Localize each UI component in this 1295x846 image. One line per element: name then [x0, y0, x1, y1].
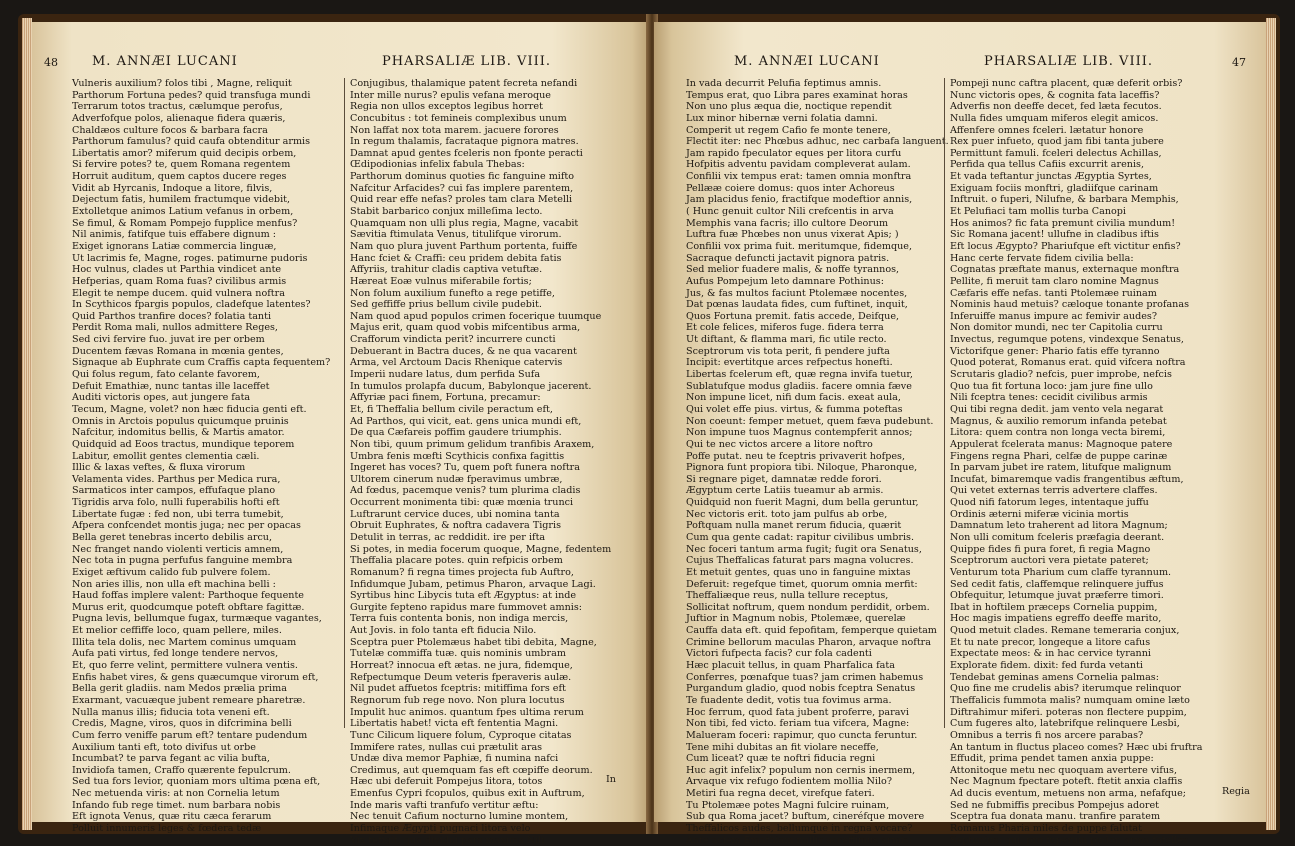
verse-line: Appulerat fcelerata manus: Magnoque patere	[950, 438, 1173, 450]
verse-line: Non impune tuos Magnus contempferit annos;	[686, 427, 913, 439]
verse-line: Hanc certe fervate fidem civilia bella:	[950, 252, 1134, 264]
verse-line: Crafforum vindicta perit? incurrere cuncti	[350, 334, 556, 346]
verse-line: Sed geffiffe prius bellum civile pudebit.	[350, 299, 542, 311]
verse-line: Non tibi, fed victo. feriam tua vifcera, Magne:	[686, 718, 910, 730]
verse-line: Qui te nec victos arcere a litore noftro	[686, 438, 873, 450]
verse-line: Nec victoris erit. toto jam pulfus ab orbe,	[686, 508, 888, 520]
verse-line: Pompeji nunc caftra placent, quæ deferit orbis?	[950, 78, 1183, 89]
verse-line: Extolletque animos Latium vefanus in orbem,	[72, 206, 294, 218]
verse-line: Attonitoque metu nec quoquam avertere vifus,	[950, 764, 1178, 776]
verse-line: Flectit iter: nec Phœbus adhuc, nec carbafa languent.	[686, 136, 949, 148]
verse-line: Arvaque vix refugo fodientem mollia Nilo?	[686, 776, 892, 788]
verse-line: Quid Parthos tranfire doces? folatia tanti	[72, 310, 272, 322]
verse-line: Sed tua fors levior, quoniam mors ultima pœna eft,	[72, 776, 321, 788]
verse-line: Ante aciem Emathiam nullis acceffimus armis:	[686, 834, 912, 846]
verse-line: Confilii vox prima fuit. meritumque, fidemque,	[686, 240, 913, 252]
verse-line: Umbra fenis mœfti Scythicis confixa fagittis	[350, 450, 565, 462]
verse-line: Horreat? innocua eft ætas. ne jura, fidemque,	[350, 660, 573, 672]
verse-line: Scrutaris gladio? nefcis, puer improbe, nefcis	[950, 369, 1172, 381]
verse-line: Expectate meos: & in hac cervice tyranni	[950, 648, 1151, 660]
verse-line: Confilii vix tempus erat: tamen omnia monftra	[686, 171, 912, 183]
verse-line: Tu Ptolemæe potes Magni fulcire ruinam,	[686, 799, 890, 811]
right-running-head: M. ANNÆI LUCANI	[734, 54, 880, 69]
verse-line: Metiri fua regna decet, virefque fateri.	[686, 788, 875, 800]
verse-line: Nec foceri tantum arma fugit; fugit ora Senatus,	[686, 543, 922, 555]
verse-line: Imperii nudare latus, dum perfida Sufa	[350, 369, 541, 381]
verse-line: Adverfofque polos, alienaque fidera quæris,	[72, 112, 286, 124]
verse-line: Adverfis non deeffe decet, fed læta fecutos.	[950, 101, 1162, 113]
verse-line: Damnat apud gentes fceleris non fponte peracti	[350, 147, 583, 159]
verse-line: Victori fufpecta facis? cur fola cadenti	[686, 648, 872, 660]
verse-line: Damnatum leto traherent ad litora Magnum;	[950, 520, 1168, 532]
verse-line: Romanum? fi regna times projecta fub Auftro,	[350, 566, 574, 578]
verse-line: Œdipodionias infelix fabula Thebas:	[350, 159, 525, 171]
verse-line: Cum qua gente cadat: rapitur civilibus umbris.	[686, 531, 915, 543]
verse-line: Infando fub rege timet. num barbara nobis	[72, 799, 281, 811]
verse-line: Syrtibus hinc Libycis tuta eft Ægyptus: at inde	[350, 590, 577, 602]
right-catchword: Regia	[1222, 786, 1250, 797]
verse-line: Cum ferro veniffe parum eft? tentare pudendum	[72, 729, 308, 741]
verse-line: Ad fœdus, pacemque venis? tum plurima cladis	[350, 485, 581, 497]
verse-line: Velamenta vides. Parthus per Medica rura,	[72, 473, 281, 485]
verse-line: Non impune licet, nifi dum facis. exeat aula,	[686, 392, 901, 404]
verse-line: Terrarum totos tractus, cælumque perofus,	[72, 101, 283, 113]
verse-line: Hanc fciet & Craffi: ceu pridem debita fatis	[350, 252, 562, 264]
verse-line: Omnibus a terris fi nos arcere parabas?	[950, 729, 1144, 741]
verse-line: Theffalicis fummota malis? numquam omine læto	[950, 694, 1190, 706]
verse-line: Exiget ignorans Latiæ commercia linguæ,	[72, 240, 277, 252]
verse-line: Dat pœnas laudata fides, cum fuftinet, inquit,	[686, 299, 908, 311]
verse-line: De qua Cæfareis poffim gaudere triumphis.	[350, 427, 562, 439]
verse-line: Libertatis amor? miferum quid decipis orbem,	[72, 147, 297, 159]
left-page-edges	[22, 18, 32, 830]
verse-line: Sub qua Roma jacet? buftum, cineréfque movere	[686, 811, 925, 823]
verse-line: Occurrent monimenta tibi: quæ mœnia trunci	[350, 497, 574, 509]
verse-line: In parvam jubet ire ratem, litufque malignum	[950, 462, 1172, 474]
verse-line: Concubitus : tot femineis complexibus unum	[350, 112, 567, 124]
verse-line: Vix tetigit, qua dividui pars maxima Nili	[350, 834, 545, 846]
verse-line: Jam placidus fenio, fractifque modeftior annis,	[686, 194, 913, 206]
verse-line: Sceptrorum vis tota perit, fi pendere jufta	[686, 345, 890, 357]
verse-line: Et cole felices, miferos fuge. fidera terra	[686, 322, 884, 334]
verse-line: Impulit huc animos. quantum fpes ultima rerum	[350, 706, 584, 718]
verse-line: Omnis in Arctois populus quicumque pruinis	[72, 415, 289, 427]
verse-line: Cum liceat? quæ te noftri fiducia regni	[686, 753, 876, 765]
verse-line: Fingens regna Phari, celfæ de puppe carinæ	[950, 450, 1168, 462]
verse-line: Refpectumque Deum veteris fperaveris aulæ.	[350, 671, 572, 683]
right-page-edges	[1266, 18, 1276, 830]
verse-line: Non folum auxilium funefto a rege petiffe,	[350, 287, 555, 299]
verse-line: Tene mihi dubitas an fit violare neceffe,	[686, 741, 879, 753]
verse-line: Affyriis, trahitur cladis captiva vetuftæ.	[350, 264, 543, 276]
verse-line: Luftrarunt cervice duces, ubi nomina tanta	[350, 508, 560, 520]
verse-line: Et melior ceffiffe loco, quam pellere, miles.	[72, 625, 282, 637]
verse-line: Quamquam non ulli plus regia, Magne, vacabit	[350, 217, 579, 229]
verse-line: Parthorum famulus? quid caufa obtenditur armis	[72, 136, 311, 148]
verse-line: Quidquid non fuerit Magni, dum bella geruntur,	[686, 497, 919, 509]
verse-line: Nafcitur, indomitus bellis, & Martis amator.	[72, 427, 285, 439]
verse-line: Sic Romana jacent! ullufne in cladibus iftis	[950, 229, 1159, 241]
verse-line: Et Pelufiaci tam mollis turba Canopi	[950, 206, 1126, 218]
verse-line: Libertatis habet! victa eft fententia Magni.	[350, 718, 559, 730]
verse-line: Qui volet effe pius. virtus, & fumma poteftas	[686, 403, 903, 415]
verse-line: Ordinis æterni miferæ vicinia mortis	[950, 508, 1129, 520]
verse-line: Theffalicos audes, bellumque in regna vocare?	[686, 823, 913, 834]
verse-line: Nam quod apud populos crimen focerique tuumque	[350, 310, 602, 322]
verse-line: In regum thalamis, facrataque pignora matres.	[350, 136, 579, 148]
verse-line: Non domitor mundi, nec ter Capitolia curru	[950, 322, 1163, 334]
verse-line: Tecum, Magne, volet? non hæc fiducia genti eft.	[72, 403, 307, 415]
right-page-column-2	[950, 78, 1250, 846]
verse-line: Sed ne fubmiffis precibus Pompejus adoret	[950, 799, 1160, 811]
verse-line: Inferuiffe manus impure ac femivir audes?	[950, 310, 1157, 322]
verse-line: Illita tela dolis, nec Martem cominus umquam	[72, 636, 297, 648]
verse-line: Polluit innumeris leges & fœdera tedæ	[72, 823, 262, 834]
verse-line: Cauffa data eft. quid fepofitam, femperque quietam	[686, 625, 937, 637]
verse-line: Quid rear effe nefas? proles tam clara Metelli	[350, 194, 573, 206]
verse-line: Elegit te nempe ducem. quid vulnera noftra	[72, 287, 285, 299]
verse-line: Jus, & fas multos faciunt Ptolemæe nocentes,	[686, 287, 908, 299]
verse-line: Bella geret tenebras incerto debilis arcu,	[72, 531, 273, 543]
verse-line: Nec tenuit Cafium nocturno lumine montem,	[350, 811, 569, 823]
verse-line: Nulla fides umquam miferos elegit amicos.	[950, 112, 1159, 124]
verse-line: Incipit: evertitque arces refpectus honefti.	[686, 357, 893, 369]
verse-line: Quod poterat, Romanus erat. quid vifcera noftra	[950, 357, 1186, 369]
verse-line: In Scythicos fpargis populos, cladefque latentes?	[72, 299, 311, 311]
verse-line: Nil pudet affuetos fceptris: mitiffima fors eft	[350, 683, 566, 695]
verse-line: Pellææ coiere domus: quos inter Achoreus	[686, 182, 895, 194]
verse-line: Non coeunt: femper metuet, quem fæva pudebunt.	[686, 415, 934, 427]
verse-line: Obfequitur, letumque juvat præferre timori.	[950, 590, 1164, 602]
verse-line: Tendebat geminas amens Cornelia palmas:	[950, 671, 1159, 683]
verse-line: Auxilium tanti eft, toto divifus ut orbe	[72, 741, 256, 753]
verse-line: Sublatufque modus gladiis. facere omnia fæve	[686, 380, 912, 392]
verse-line: Crimine bellorum maculas Pharon, arvaque noftra	[686, 636, 931, 648]
verse-line: Regia non ullos exceptos legibus horret	[350, 101, 543, 113]
verse-line: Labitur, emollit gentes clementia cæli.	[72, 450, 260, 462]
verse-line: Obruit Euphrates, & noftra cadavera Tigris	[350, 520, 562, 532]
verse-line: Undæ diva memor Paphiæ, fi numina nafci	[350, 753, 559, 765]
verse-line: Detulit in terras, ac reddidit. ire per ifta	[350, 531, 546, 543]
verse-line: Hæreat Eoæ vulnus miferabile fortis;	[350, 275, 532, 287]
verse-line: Malueram foceri: rapimur, quo cuncta feruntur.	[686, 729, 918, 741]
verse-line: Qui tibi regna dedit. jam vento vela negarat	[950, 403, 1164, 415]
verse-line: Horruit auditum, quem captos ducere reges	[72, 171, 287, 183]
verse-line: Bella gerit gladiis. nam Medos prælia prima	[72, 683, 287, 695]
verse-line: Jam rapido fpeculator eques per litora curfu	[686, 147, 902, 159]
verse-line: Quo fine me crudelis abis? iterumque relinquor	[950, 683, 1181, 695]
verse-line: Se fimul, & Romam Pompejo fupplice menfus?	[72, 217, 298, 229]
verse-line: Conjugibus, thalamique patent fecreta nefandi	[350, 78, 578, 89]
verse-line: An tantum in fluctus placeo comes? Hæc ubi fruftra	[950, 741, 1203, 753]
verse-line: Hos animos? fic fata premunt civilia mundum!	[950, 217, 1176, 229]
verse-line: Si potes, in media focerum quoque, Magne, fedentem	[350, 543, 612, 555]
verse-line: Ut lacrimis fe, Magne, roges. patimurne pudoris	[72, 252, 308, 264]
right-running-head-title: PHARSALIÆ LIB. VIII.	[984, 54, 1153, 69]
verse-line: Ad ducis eventum, metuens non arma, nefafque;	[950, 788, 1186, 800]
verse-line: Effudit, prima pendet tamen anxia puppe:	[950, 753, 1154, 765]
verse-line: Nec Magnum fpectare poteft. ftetit anxia claffis	[950, 776, 1183, 788]
verse-line: Ibat in hoftilem præceps Cornelia puppim,	[950, 601, 1158, 613]
verse-line: Stabit barbarico conjux milleſima lecto.	[350, 206, 543, 218]
verse-line: Parthorum Fortuna pedes? quid transfuga mundi	[72, 89, 311, 101]
verse-line: Haud foffas implere valent: Parthoque fequente	[72, 590, 304, 602]
verse-line: Majus erit, quam quod vobis mifcentibus arma,	[350, 322, 581, 334]
verse-line: Nec tota in pugna perfufus fanguine membra	[72, 555, 293, 567]
left-page-column-1	[72, 78, 372, 835]
verse-line: Ut diftant, & flamma mari, fic utile recto.	[686, 334, 887, 346]
verse-line: Ducentem fævas Romana in mœnia gentes,	[72, 345, 284, 357]
verse-line: Infimaque Ægypti pugnaci litora velo	[350, 823, 531, 834]
verse-line: Litora: quem contra non longa vecta biremi,	[950, 427, 1166, 439]
verse-line: ( Hunc genuit cultor Nili crefcentis in arva	[686, 206, 894, 218]
verse-line: Quidquid ad Eoos tractus, mundique teporem	[72, 438, 295, 450]
verse-line: Aufus Pompejum leto damnare Pothinus:	[686, 275, 884, 287]
verse-line: Nominis haud metuis? cæloque tonante profanas	[950, 299, 1189, 311]
verse-line: Credimus, aut quemquam fas eft cœpiffe deorum.	[350, 764, 593, 776]
verse-line: Aut Jovis. in folo tanta eft fiducia Nilo.	[350, 625, 537, 637]
verse-line: Rex puer infueto, quod jam fibi tanta jubere	[950, 136, 1164, 148]
verse-line: Perfida qua tellus Cafiis excurrit arenis,	[950, 159, 1144, 171]
verse-line: Infidumque Jubam, petimus Pharon, arvaque Lagi.	[350, 578, 596, 590]
verse-line: Parthorum dominus quoties fic fanguine mifto	[350, 171, 575, 183]
verse-line: Cæfaris effe nefas. tanti Ptolemæe ruinam	[950, 287, 1157, 299]
verse-line: Quod nifi fatorum leges, intentaque juffu	[950, 497, 1149, 509]
verse-line: Ad Parthos, qui vicit, eat. gens unica mundi eft,	[350, 415, 582, 427]
verse-line: Ingeret has voces? Tu, quem poft funera noftra	[350, 462, 580, 474]
verse-line: Terra fuis contenta bonis, non indiga mercis,	[350, 613, 569, 625]
verse-line: Hefperias, quam Roma fuas? civilibus armis	[72, 275, 287, 287]
verse-line: Chaldæos culture focos & barbara facra	[72, 124, 268, 136]
verse-line: Illic & laxas veftes, & fluxa virorum	[72, 462, 246, 474]
verse-line: Magnus, & auxilio remorum infanda petebat	[950, 415, 1167, 427]
verse-line: Si fervire potes? te, quem Romana regentem	[72, 159, 291, 171]
verse-line: Qui folus regum, fato celante favorem,	[72, 369, 260, 381]
verse-line: Nil animis, fatifque tuis effabere dignum :	[72, 229, 277, 241]
verse-line: Nunc victoris opes, & cognita fata laceffis?	[950, 89, 1160, 101]
verse-line: Septimius: qui, pro fuperum pudor, arma fatelles	[950, 834, 1188, 846]
verse-line: Incumbat? te parva fegant ac vilia bufta,	[72, 753, 270, 765]
column-rule	[344, 78, 345, 728]
verse-line: Cujus Theffalicas faturat pars magna volucres.	[686, 555, 914, 567]
verse-line: Ultorem cinerum nudæ fperavimus umbræ,	[350, 473, 563, 485]
verse-line: Non ulli comitum fceleris præfagia deerant.	[950, 531, 1165, 543]
verse-line: Aufa pati virtus, fed longe tendere nervos,	[72, 648, 279, 660]
verse-line: Sceptrorum auctori vera pietate pateret;	[950, 555, 1149, 567]
right-page	[654, 22, 1266, 846]
verse-line: Dejectum fatis, humilem fractumque videbit,	[72, 194, 291, 206]
verse-line: Pellite, fi meruit tam claro nomine Magnus	[950, 275, 1159, 287]
verse-line: Tunc Cilicum liquere folum, Cyproque citatas	[350, 729, 572, 741]
verse-line: Immifere rates, nullas cui prætulit aras	[350, 741, 543, 753]
verse-line: Pignora funt propiora tibi. Niloque, Pharonque,	[686, 462, 918, 474]
verse-line: Non laffat nox tota marem. jacuere forores	[350, 124, 559, 136]
verse-line: Nulla manus illis; fiducia tota veneni eft.	[72, 706, 270, 718]
verse-line: Tempus erat, quo Libra pares examinat horas	[686, 89, 908, 101]
verse-line: Libertas fcelerum eft, quæ regna invifa tuetur,	[686, 369, 913, 381]
verse-line: Lux minor hibernæ verni folatia damni.	[686, 112, 878, 124]
verse-line: Defuit Emathiæ, nunc tantas ille laceffet	[72, 380, 270, 392]
verse-line: Hoc magis impatiens egreffo deeffe marito,	[950, 613, 1162, 625]
right-page-column-1	[686, 78, 956, 846]
verse-line: Exarmant, vacuæque jubent remeare pharetræ.	[72, 694, 306, 706]
verse-line: Credis, Magne, viros, quos in difcrimina belli	[72, 718, 292, 730]
verse-line: In tumulos prolapfa ducum, Babylonque jacerent.	[350, 380, 592, 392]
verse-line: Afpera confcendet montis juga; nec per opacas	[72, 520, 301, 532]
verse-line: Hæc placuit tellus, in quam Pharfalica fata	[686, 660, 895, 672]
column-rule	[944, 78, 945, 728]
verse-line: Et metuit gentes, quas uno in fanguine mixtas	[686, 566, 911, 578]
verse-line: Et tu nate precor, longeque a litore cafus	[950, 636, 1151, 648]
verse-line: Exiguam fociis monftri, gladiifque carinam	[950, 182, 1159, 194]
verse-line: Ægyptum certe Latiis tueamur ab armis.	[686, 485, 884, 497]
verse-line: Sceptra fua donata manu. tranfire paratem	[950, 811, 1161, 823]
verse-line: Te fuadente dedit, votis tua fovimus arma.	[686, 694, 892, 706]
verse-line: Affenfere omnes fceleri. lætatur honore	[950, 124, 1144, 136]
verse-line: Theffaliæque reus, nulla tellure receptus,	[686, 590, 889, 602]
verse-line: Nafcitur Arfacides? cui fas implere parentem,	[350, 182, 574, 194]
verse-line: Sævitia ftimulata Venus, titulifque virorum.	[350, 229, 562, 241]
verse-line: Purgandum gladio, quod nobis fceptra Senatus	[686, 683, 916, 695]
verse-line: Permittunt famuli. fceleri delectus Achillas,	[950, 147, 1162, 159]
verse-line: Cum fugeres alto, latebrifque relinquere Lesbi,	[950, 718, 1180, 730]
verse-line: Et, quo ferre velint, permittere vulnera ventis.	[72, 660, 298, 672]
verse-line: Qui vetet externas terris advertere claffes.	[950, 485, 1158, 497]
verse-line: Theffalia placare potes. quin refpicis orbem	[350, 555, 563, 567]
verse-line: Sacraque defuncti jactavit pignora patris.	[686, 252, 890, 264]
verse-line: Inftruit. o fuperi, Nilufne, & barbara Memphis,	[950, 194, 1179, 206]
verse-line: Murus erit, quodcumque poteft obftare fagittæ.	[72, 601, 305, 613]
left-running-head-title: PHARSALIÆ LIB. VIII.	[382, 54, 551, 69]
right-page-number: 47	[1232, 56, 1246, 69]
verse-line: Inter mille nurus? epulis vefana meroque	[350, 89, 551, 101]
verse-line: Affyriæ paci finem, Fortuna, precamur:	[350, 392, 541, 404]
verse-line: Explorate fidem. dixit: fed furda vetanti	[950, 660, 1143, 672]
verse-line: Sollicitat noftrum, quem nondum perdidit, orbem.	[686, 601, 930, 613]
verse-line: Enfis habet vires, & gens quæcumque virorum eft,	[72, 671, 319, 683]
verse-line: Quippe fides fi pura foret, fi regia Magno	[950, 543, 1151, 555]
verse-line: Juftior in Magnum nobis, Ptolemæe, querelæ	[686, 613, 906, 625]
verse-line: Incufat, bimaremque vadis frangentibus æftum,	[950, 473, 1184, 485]
verse-line: Nec franget nando violenti verticis amnem,	[72, 543, 284, 555]
verse-line: Tigridis arva folo, nulli fuperabilis hofti eft	[72, 497, 280, 509]
left-page	[32, 22, 650, 846]
verse-line: Vidit ab Hyrcanis, Indoque a litore, filvis,	[72, 182, 273, 194]
verse-line: Pugna levis, bellumque fugax, turmæque vagantes,	[72, 613, 322, 625]
verse-line: Non uno plus æqua die, noctique rependit	[686, 101, 892, 113]
verse-line: Venturum tota Pharium cum claffe tyrannum.	[950, 566, 1172, 578]
verse-line: Signaque ab Euphrate cum Craffis capta fequentem?	[72, 357, 331, 369]
verse-line: Poftquam nulla manet rerum fiducia, quærit	[686, 520, 902, 532]
verse-line: Si regnare piget, damnatæ redde forori.	[686, 473, 882, 485]
verse-line: Exiget æftivum calido fub pulvere folem.	[72, 566, 271, 578]
left-page-column-2	[350, 78, 630, 846]
verse-line: Diftrahimur miferi. poteras non flectere puppim,	[950, 706, 1187, 718]
verse-line: Nec metuenda viris: at non Cornelia letum	[72, 788, 280, 800]
verse-line: Nili fceptra tenes: cecidit civilibus armis	[950, 392, 1148, 404]
verse-line: Arma, vel Arctoum Dacis Rhenique catervis	[350, 357, 563, 369]
verse-line: Huc agit infelix? populum non cernis inermem,	[686, 764, 916, 776]
verse-line: Cognatas præftate manus, externaque monftra	[950, 264, 1180, 276]
verse-line: Romanus Pharia miles de puppe falutat	[950, 823, 1142, 834]
verse-line: Gurgite fepteno rapidus mare fummovet amnis:	[350, 601, 582, 613]
verse-line: Hoc vulnus, clades ut Parthia vindicet ante	[72, 264, 282, 276]
verse-line: Et, fi Theffalia bellum civile peractum eft,	[350, 403, 553, 415]
verse-line: Invectus, regumque potens, vindexque Senatus,	[950, 334, 1184, 346]
verse-line: Quo tua fit fortuna loco: jam jure fine ullo	[950, 380, 1153, 392]
verse-line: Tutelæ commiffa tuæ. quis nominis umbram	[350, 648, 566, 660]
verse-line: Debuerant in Bactra duces, & ne qua vacarent	[350, 345, 577, 357]
verse-line: Deferuit: regefque timet, quorum omnia merfit:	[686, 578, 918, 590]
verse-line: Regnorum fub rege novo. Non plura locutus	[350, 694, 565, 706]
verse-line: Quod metuit clades. Remane temeraria conjux,	[950, 625, 1180, 637]
left-page-number: 48	[44, 56, 58, 69]
verse-line: Victorifque gener: Phario fatis effe tyranno	[950, 345, 1160, 357]
open-book	[18, 14, 1280, 846]
left-running-head: M. ANNÆI LUCANI	[92, 54, 238, 69]
verse-line: Auditi victoris opes, aut jungere fata	[72, 392, 251, 404]
verse-line: Hoc ferrum, quod fata jubent proferre, paravi	[686, 706, 909, 718]
verse-line: Eft locus Ægypto? Phariufque eft victitur enfis?	[950, 240, 1181, 252]
left-catchword: In	[606, 774, 616, 785]
verse-line: Conferres, pœnafque tuas? jam crimen habemus	[686, 671, 924, 683]
verse-line: Sed melior fuadere malis, & noffe tyrannos,	[686, 264, 900, 276]
verse-line: In vada decurrit Pelufia feptimus amnis.	[686, 78, 882, 89]
verse-line: Non tibi, quum primum gelidum tranfibis Araxem,	[350, 438, 595, 450]
verse-line: Poffe putat. neu te fceptris privaverit hofpes,	[686, 450, 906, 462]
verse-line: Emenfus Cypri fcopulos, quibus exit in Auftrum,	[350, 788, 585, 800]
verse-line: Perdit Roma mali, nullos admittere Reges,	[72, 322, 278, 334]
verse-line: Luftra fuæ Phœbes non unus vixerat Apis; )	[686, 229, 899, 241]
verse-line: Quos Fortuna premit. fatis accede, Deifque,	[686, 310, 900, 322]
verse-line: Eft ignota Venus, quæ ritu cæca ferarum	[72, 811, 272, 823]
verse-line: Memphis vana facris; illo cultore Deorum	[686, 217, 889, 229]
verse-line: Nam quo plura juvent Parthum portenta, fuiffe	[350, 240, 578, 252]
verse-line: Sarmaticos inter campos, effufaque plano	[72, 485, 276, 497]
verse-line: Libertate fugæ : fed non, ubi terra tumebit,	[72, 508, 284, 520]
verse-line: Et vada teftantur junctas Ægyptia Syrtes,	[950, 171, 1152, 183]
verse-line: Invidiofa tamen, Craffo quærente fepulcrum.	[72, 764, 291, 776]
verse-line: Sceptra puer Ptolemæus habet tibi debita, Magne,	[350, 636, 597, 648]
verse-line: Hæc ubi deferuit Pompejus litora, totos	[350, 776, 543, 788]
verse-line: Comperit ut regem Cafio fe monte tenere,	[686, 124, 891, 136]
verse-line: Hofpitis adventu pavidam compleverat aulam.	[686, 159, 911, 171]
verse-line: Inde maris vafti tranfufo vertitur æftu:	[350, 799, 539, 811]
verse-line: Non aries illis, non ulla eft machina belli :	[72, 578, 276, 590]
verse-line: Sed civi fervire fuo. juvat ire per orbem	[72, 334, 265, 346]
verse-line: Sed cedit fatis, claffemque relinquere juffus	[950, 578, 1164, 590]
verse-line: Vulneris auxilium? folos tibi , Magne, reliquit	[72, 78, 292, 89]
